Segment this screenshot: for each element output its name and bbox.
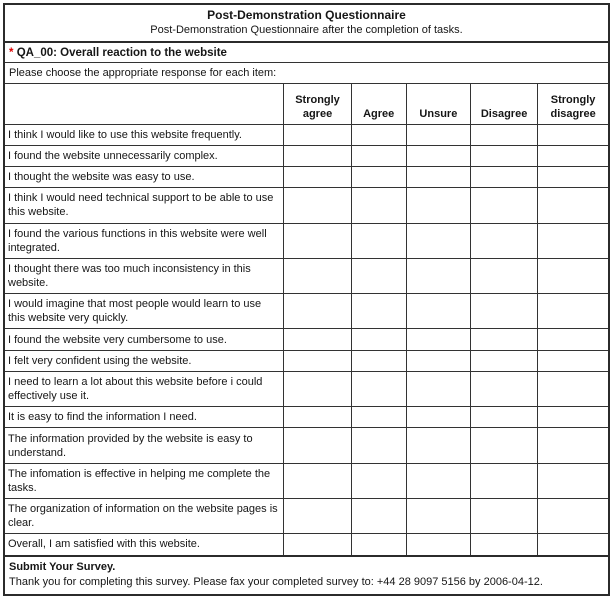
- response-cell-agree[interactable]: [351, 124, 406, 145]
- scale-header-unsure: Unsure: [406, 84, 470, 124]
- response-cell-disagree[interactable]: [470, 371, 537, 406]
- response-cell-strongly-disagree[interactable]: [538, 534, 609, 556]
- questionnaire-table: [3, 3, 610, 596]
- statement-row: [4, 534, 609, 556]
- statement-text: Overall, I am satisfied with this website.: [4, 534, 284, 556]
- statement-row: [4, 124, 609, 145]
- statement-row: [4, 188, 609, 223]
- statement-row: [4, 223, 609, 258]
- response-cell-agree[interactable]: [351, 463, 406, 498]
- response-cell-strongly-agree[interactable]: [284, 329, 351, 350]
- response-cell-agree[interactable]: [351, 258, 406, 293]
- response-cell-strongly-agree[interactable]: [284, 223, 351, 258]
- response-cell-strongly-agree[interactable]: [284, 145, 351, 166]
- response-cell-unsure[interactable]: [406, 350, 470, 371]
- response-cell-disagree[interactable]: [470, 407, 537, 428]
- response-cell-strongly-agree[interactable]: [284, 188, 351, 223]
- response-cell-disagree[interactable]: [470, 258, 537, 293]
- response-cell-unsure[interactable]: [406, 294, 470, 329]
- section-label: QA_00: Overall reaction to the website: [16, 46, 227, 59]
- statement-row: [4, 428, 609, 463]
- response-cell-disagree[interactable]: [470, 294, 537, 329]
- statement-text: I think I would need technical support to be able to use this website.: [4, 188, 284, 223]
- response-cell-unsure[interactable]: [406, 329, 470, 350]
- statement-text: I felt very confident using the website.: [4, 350, 284, 371]
- response-cell-disagree[interactable]: [470, 166, 537, 187]
- response-cell-unsure[interactable]: [406, 223, 470, 258]
- scale-header-strongly-disagree: Strongly disagree: [538, 84, 609, 124]
- response-cell-strongly-agree[interactable]: [284, 258, 351, 293]
- response-cell-disagree[interactable]: [470, 463, 537, 498]
- footer-heading: Submit Your Survey.: [9, 560, 116, 573]
- response-cell-strongly-disagree[interactable]: [538, 428, 609, 463]
- response-cell-unsure[interactable]: [406, 166, 470, 187]
- response-cell-agree[interactable]: [351, 428, 406, 463]
- section-row: [4, 42, 609, 62]
- response-cell-agree[interactable]: [351, 329, 406, 350]
- page-subtitle: Post-Demonstration Questionnaire after the completion of tasks.: [150, 24, 463, 37]
- statement-row: [4, 463, 609, 498]
- response-cell-unsure[interactable]: [406, 258, 470, 293]
- footer-note: Thank you for completing this survey. Please fax your completed survey to: +44 28 9097 5156 by 2006-04-12.: [9, 575, 543, 588]
- instruction-row: [4, 63, 609, 84]
- response-cell-disagree[interactable]: [470, 428, 537, 463]
- response-cell-strongly-agree[interactable]: [284, 294, 351, 329]
- statement-text: The information provided by the website is easy to understand.: [4, 428, 284, 463]
- scale-header-disagree: Disagree: [470, 84, 537, 124]
- statement-row: [4, 145, 609, 166]
- response-cell-strongly-disagree[interactable]: [538, 145, 609, 166]
- response-cell-strongly-disagree[interactable]: [538, 166, 609, 187]
- response-cell-strongly-disagree[interactable]: [538, 223, 609, 258]
- response-cell-disagree[interactable]: [470, 534, 537, 556]
- statement-text: I think I would like to use this website frequently.: [4, 124, 284, 145]
- response-cell-disagree[interactable]: [470, 329, 537, 350]
- statement-text: It is easy to find the information I need.: [4, 407, 284, 428]
- footer-block: [4, 556, 609, 595]
- response-cell-strongly-agree[interactable]: [284, 350, 351, 371]
- statement-text: I found the website very cumbersome to use.: [4, 329, 284, 350]
- response-cell-strongly-agree[interactable]: [284, 428, 351, 463]
- response-cell-agree[interactable]: [351, 188, 406, 223]
- response-cell-agree[interactable]: [351, 499, 406, 534]
- statement-row: [4, 329, 609, 350]
- table-head-section: [4, 4, 609, 124]
- scale-header-row: [4, 84, 609, 124]
- response-cell-disagree[interactable]: [470, 350, 537, 371]
- response-cell-strongly-disagree[interactable]: [538, 371, 609, 406]
- response-cell-disagree[interactable]: [470, 223, 537, 258]
- statement-row: [4, 350, 609, 371]
- statement-row: [4, 166, 609, 187]
- response-cell-disagree[interactable]: [470, 124, 537, 145]
- response-cell-unsure[interactable]: [406, 145, 470, 166]
- required-marker: *: [9, 46, 14, 59]
- response-cell-unsure[interactable]: [406, 407, 470, 428]
- response-cell-strongly-disagree[interactable]: [538, 463, 609, 498]
- response-cell-agree[interactable]: [351, 534, 406, 556]
- statement-row: [4, 294, 609, 329]
- statement-text: I need to learn a lot about this website before i could effectively use it.: [4, 371, 284, 406]
- response-cell-unsure[interactable]: [406, 534, 470, 556]
- page-title: Post-Demonstration Questionnaire: [207, 8, 406, 23]
- response-cell-agree[interactable]: [351, 145, 406, 166]
- statement-text: I would imagine that most people would learn to use this website very quickly.: [4, 294, 284, 329]
- response-cell-strongly-agree[interactable]: [284, 499, 351, 534]
- response-cell-disagree[interactable]: [470, 145, 537, 166]
- response-cell-unsure[interactable]: [406, 463, 470, 498]
- response-cell-strongly-agree[interactable]: [284, 371, 351, 406]
- response-cell-agree[interactable]: [351, 371, 406, 406]
- response-cell-strongly-disagree[interactable]: [538, 499, 609, 534]
- response-cell-strongly-disagree[interactable]: [538, 329, 609, 350]
- statement-text: The infomation is effective in helping me complete the tasks.: [4, 463, 284, 498]
- scale-header-strongly-agree: Strongly agree: [284, 84, 351, 124]
- title-row: [4, 4, 609, 42]
- response-cell-unsure[interactable]: [406, 428, 470, 463]
- response-cell-unsure[interactable]: [406, 371, 470, 406]
- section-header: [4, 42, 609, 62]
- response-cell-unsure[interactable]: [406, 499, 470, 534]
- response-cell-unsure[interactable]: [406, 188, 470, 223]
- response-cell-strongly-agree[interactable]: [284, 534, 351, 556]
- response-cell-unsure[interactable]: [406, 124, 470, 145]
- response-cell-strongly-disagree[interactable]: [538, 407, 609, 428]
- instruction-text: Please choose the appropriate response for each item:: [4, 63, 609, 84]
- statement-text: The organization of information on the website pages is clear.: [4, 499, 284, 534]
- statement-text: I found the various functions in this website were well integrated.: [4, 223, 284, 258]
- response-cell-strongly-agree[interactable]: [284, 407, 351, 428]
- response-cell-strongly-agree[interactable]: [284, 124, 351, 145]
- statement-row: [4, 258, 609, 293]
- statements-body: [4, 124, 609, 556]
- table-footer-section: [4, 556, 609, 595]
- response-cell-agree[interactable]: [351, 407, 406, 428]
- statement-row: [4, 499, 609, 534]
- questionnaire-page: [3, 3, 610, 596]
- statement-text: I thought the website was easy to use.: [4, 166, 284, 187]
- response-cell-agree[interactable]: [351, 294, 406, 329]
- response-cell-agree[interactable]: [351, 350, 406, 371]
- scale-header-agree: Agree: [351, 84, 406, 124]
- response-cell-strongly-agree[interactable]: [284, 166, 351, 187]
- footer-row: [4, 556, 609, 595]
- response-cell-strongly-agree[interactable]: [284, 463, 351, 498]
- statement-row: [4, 407, 609, 428]
- response-cell-strongly-disagree[interactable]: [538, 294, 609, 329]
- title-block: [4, 4, 609, 42]
- response-cell-agree[interactable]: [351, 223, 406, 258]
- response-cell-disagree[interactable]: [470, 499, 537, 534]
- response-cell-strongly-disagree[interactable]: [538, 258, 609, 293]
- response-cell-strongly-disagree[interactable]: [538, 350, 609, 371]
- statement-row: [4, 371, 609, 406]
- response-cell-strongly-disagree[interactable]: [538, 188, 609, 223]
- response-cell-strongly-disagree[interactable]: [538, 124, 609, 145]
- statement-text: I found the website unnecessarily complex.: [4, 145, 284, 166]
- statement-text: I thought there was too much inconsistency in this website.: [4, 258, 284, 293]
- scale-header-empty-cell: [4, 84, 284, 124]
- response-cell-agree[interactable]: [351, 166, 406, 187]
- response-cell-disagree[interactable]: [470, 188, 537, 223]
